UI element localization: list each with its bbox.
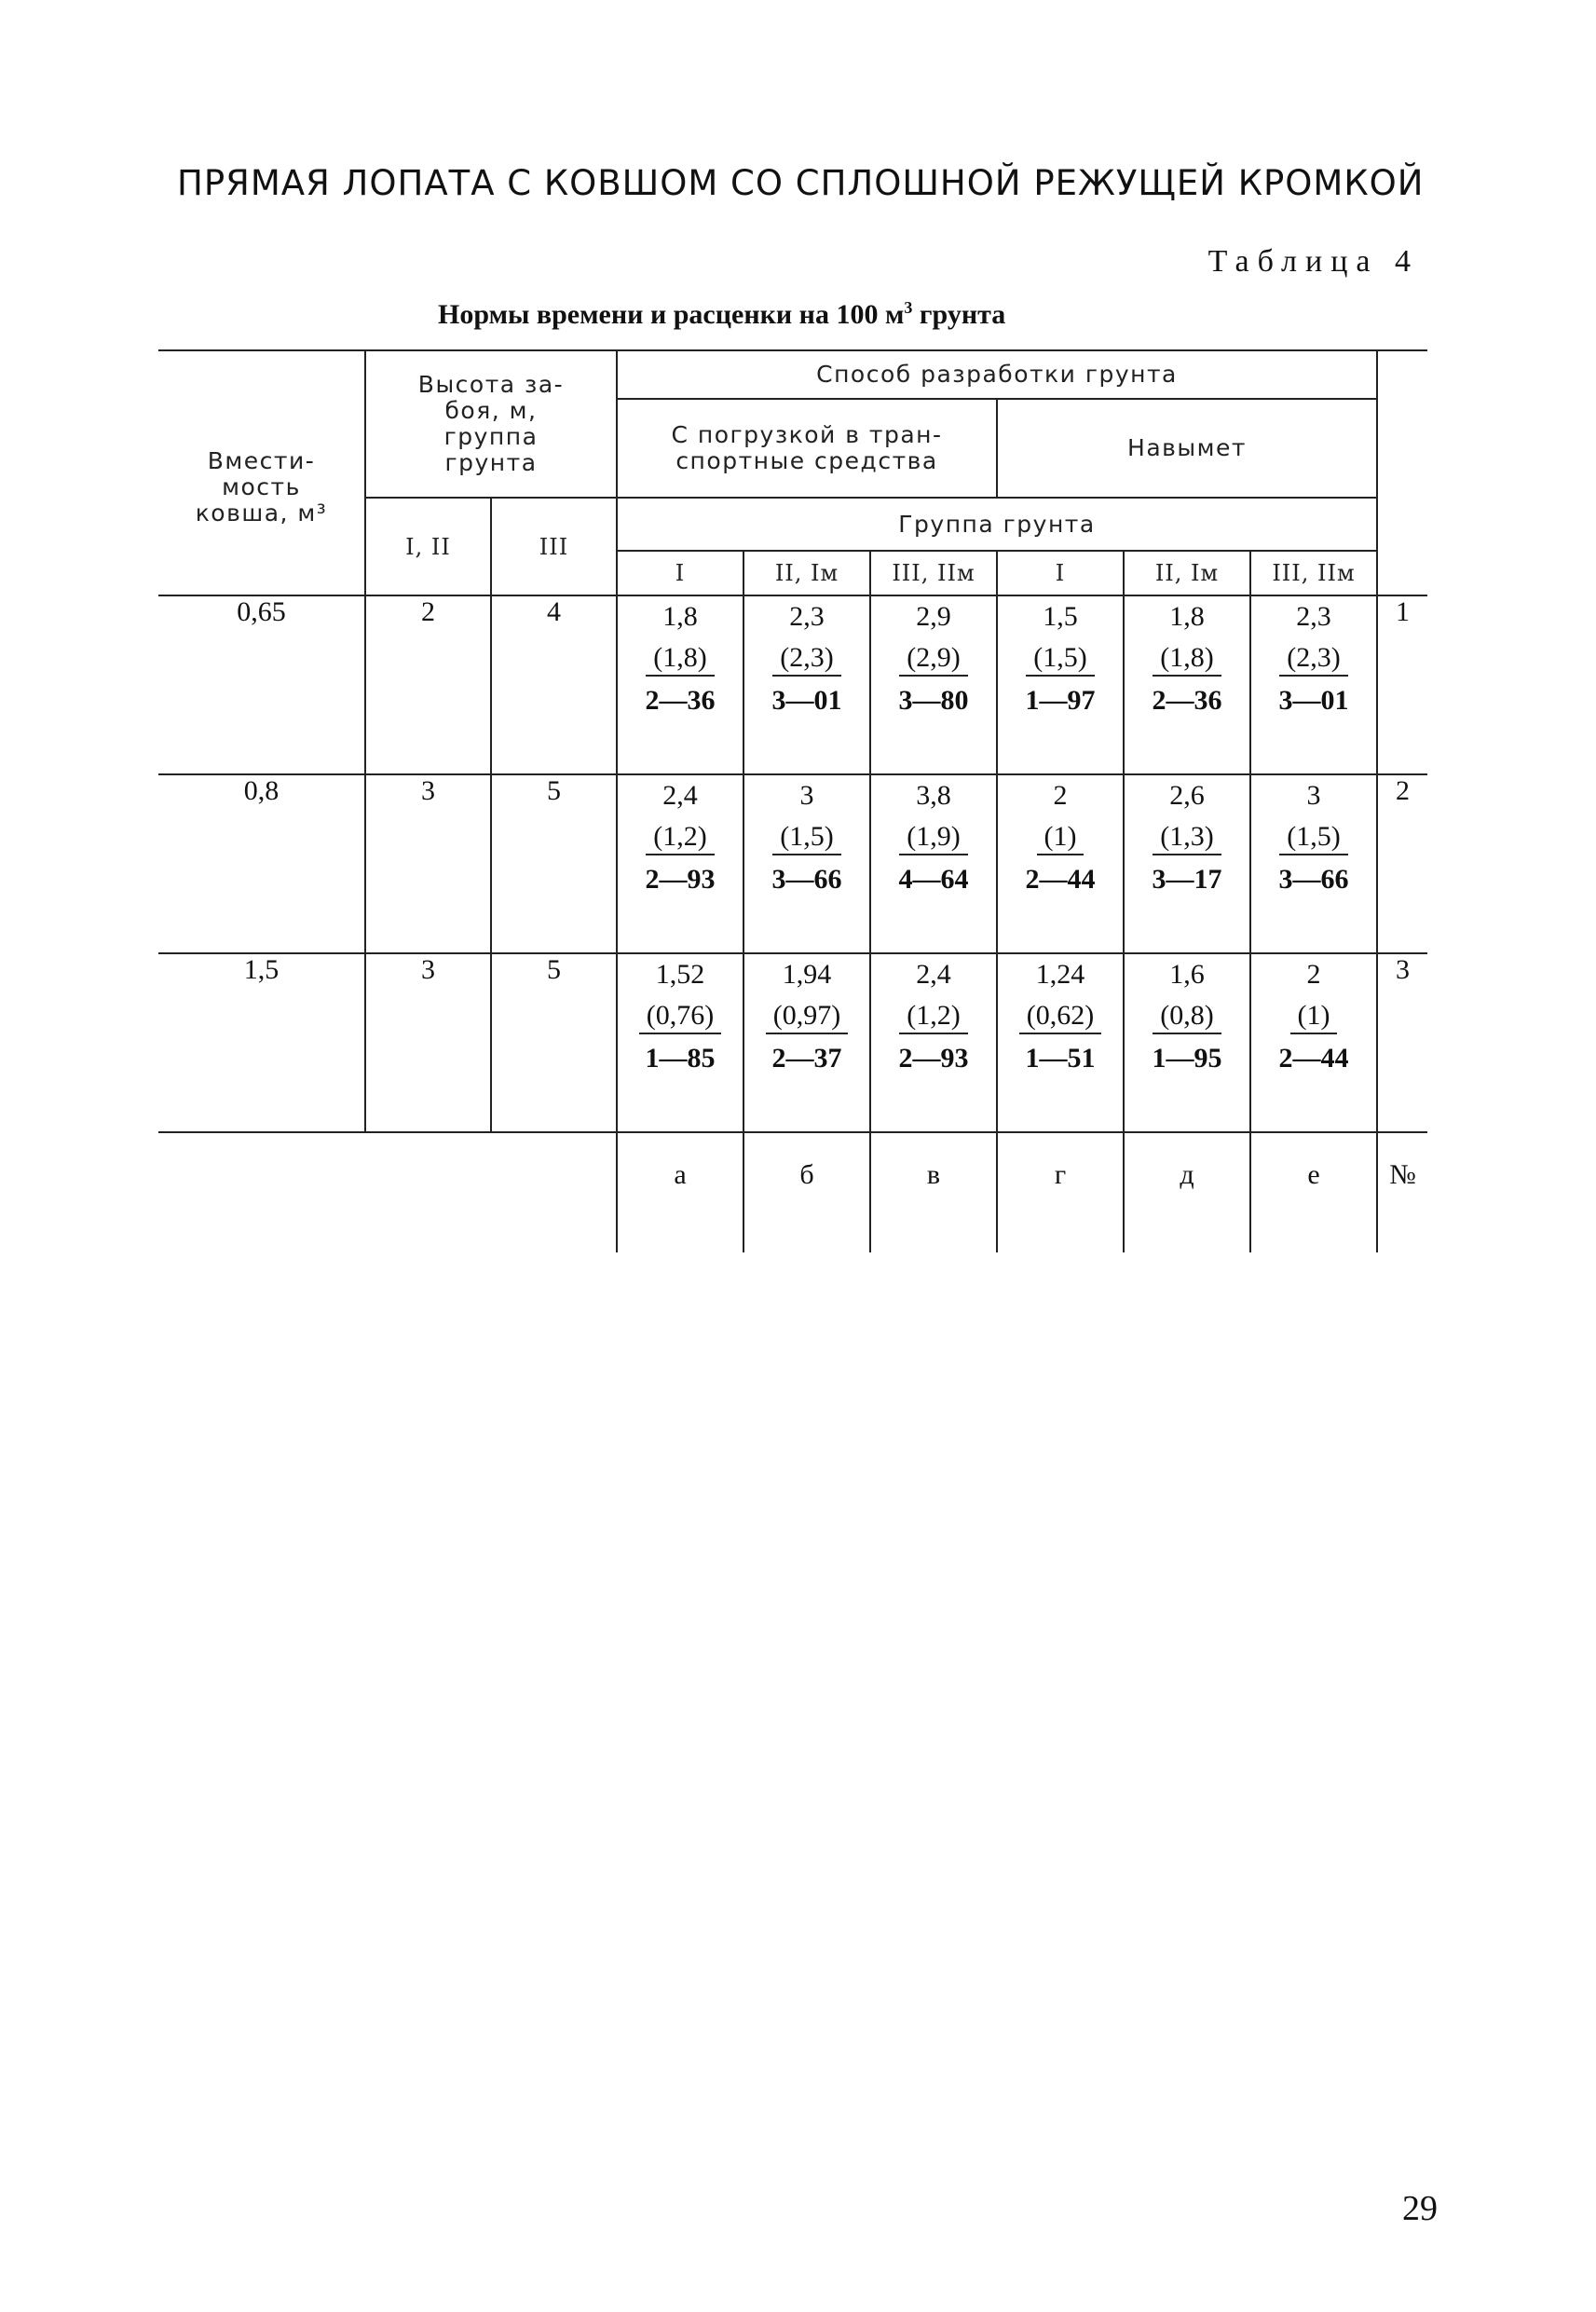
column-letter: г	[997, 1132, 1124, 1252]
caption-tail: грунта	[912, 299, 1006, 330]
norm-cell	[1250, 953, 1377, 1132]
time-norm: 2,6	[1169, 780, 1205, 811]
header-face-height	[365, 350, 617, 498]
time-norm: 1,94	[782, 959, 832, 990]
row-capacity: 1,5	[158, 953, 365, 1132]
time-norm: 1,6	[1169, 959, 1205, 990]
header-group-3: III, IIм	[870, 551, 997, 595]
rate-value: 1—85	[645, 1043, 716, 1074]
time-norm-alt: (0,8)	[1153, 999, 1221, 1034]
row-height-2: 5	[491, 774, 617, 953]
time-norm: 1,5	[1043, 601, 1078, 632]
time-norm: 1,52	[655, 959, 705, 990]
norm-cell	[997, 774, 1124, 953]
time-norm-alt: (1)	[1037, 820, 1084, 855]
rate-value: 1—51	[1025, 1043, 1096, 1074]
time-norm-alt: (1,9)	[899, 820, 967, 855]
table-row	[158, 953, 1427, 1132]
time-norm-alt: (0,97)	[766, 999, 848, 1034]
page-number: 29	[1402, 2189, 1438, 2228]
header-face-group-2: III	[491, 498, 617, 595]
rate-value: 1—95	[1152, 1043, 1222, 1074]
time-norm-alt: (1,8)	[1153, 641, 1221, 677]
header-method: Способ разработки грунта	[617, 350, 1377, 399]
norm-cell	[1124, 774, 1250, 953]
table-row	[158, 595, 1427, 774]
letters-blank	[158, 1132, 617, 1252]
norm-cell	[1124, 953, 1250, 1132]
row-number: 1	[1377, 595, 1427, 774]
time-norm-alt: (2,3)	[772, 641, 840, 677]
time-norm-alt: (2,9)	[899, 641, 967, 677]
time-norm-alt: (1,3)	[1153, 820, 1221, 855]
row-capacity: 0,8	[158, 774, 365, 953]
rate-value: 3—01	[1278, 685, 1349, 716]
row-height-2: 4	[491, 595, 617, 774]
header-group-1: I	[617, 551, 743, 595]
header-group-5: II, Iм	[1124, 551, 1250, 595]
column-letter: д	[1124, 1132, 1250, 1252]
rate-value: 3—66	[1278, 864, 1349, 895]
time-norm-alt: (0,62)	[1019, 999, 1101, 1034]
norm-cell	[870, 774, 997, 953]
rate-value: 3—80	[898, 685, 969, 716]
time-norm: 2	[1306, 959, 1321, 990]
column-letter: в	[870, 1132, 997, 1252]
row-capacity: 0,65	[158, 595, 365, 774]
row-height-1: 2	[365, 595, 491, 774]
rate-value: 3—17	[1152, 864, 1222, 895]
caption-superscript: 3	[904, 298, 913, 317]
time-norm-alt: (1)	[1290, 999, 1338, 1034]
norm-cell	[870, 595, 997, 774]
header-with-loading	[617, 399, 997, 498]
header-capacity-text: Вмести-мость ковша, м³	[195, 446, 328, 527]
norm-cell	[1124, 595, 1250, 774]
norm-cell	[617, 595, 743, 774]
header-group-4: I	[997, 551, 1124, 595]
time-norm: 2,9	[916, 601, 951, 632]
time-norm-alt: (1,2)	[646, 820, 714, 855]
table-row	[158, 774, 1427, 953]
header-soil-group: Группа грунта	[617, 498, 1377, 551]
norm-cell	[743, 595, 870, 774]
time-norm: 1,8	[662, 601, 698, 632]
rate-value: 3—01	[771, 685, 842, 716]
table-caption	[438, 298, 1005, 331]
row-height-1: 3	[365, 953, 491, 1132]
rate-value: 3—66	[771, 864, 842, 895]
column-letter: а	[617, 1132, 743, 1252]
rate-value: 4—64	[898, 864, 969, 895]
norm-cell	[997, 595, 1124, 774]
rate-value: 2—36	[645, 685, 716, 716]
rate-value: 2—44	[1025, 864, 1096, 895]
rate-value: 2—37	[771, 1043, 842, 1074]
column-letter: б	[743, 1132, 870, 1252]
norm-cell	[743, 953, 870, 1132]
norm-cell	[870, 953, 997, 1132]
time-norm: 2,3	[789, 601, 825, 632]
time-norm-alt: (1,5)	[1279, 820, 1347, 855]
rate-value: 2—36	[1152, 685, 1222, 716]
norm-cell	[1250, 595, 1377, 774]
row-number: 3	[1377, 953, 1427, 1132]
time-norm: 2,3	[1296, 601, 1331, 632]
norms-table	[158, 349, 1427, 1252]
time-norm-alt: (2,3)	[1279, 641, 1347, 677]
time-norm: 2	[1053, 780, 1068, 811]
header-group-6: III, IIм	[1250, 551, 1377, 595]
time-norm: 3	[799, 780, 814, 811]
table-number: Таблица 4	[1207, 244, 1419, 279]
time-norm: 3	[1306, 780, 1321, 811]
header-num-blank	[1377, 350, 1427, 595]
page-heading: ПРЯМАЯ ЛОПАТА С КОВШОМ СО СПЛОШНОЙ РЕЖУЩЕЙ КРОМКОЙ	[177, 163, 1425, 203]
time-norm-alt: (1,5)	[1026, 641, 1094, 677]
time-norm-alt: (1,5)	[772, 820, 840, 855]
row-number: 2	[1377, 774, 1427, 953]
norm-cell	[743, 774, 870, 953]
rate-value: 2—93	[898, 1043, 969, 1074]
rate-value: 1—97	[1025, 685, 1096, 716]
time-norm-alt: (1,2)	[899, 999, 967, 1034]
time-norm-alt: (0,76)	[639, 999, 721, 1034]
header-face-group-1: I, II	[365, 498, 491, 595]
norm-cell	[997, 953, 1124, 1132]
header-face-height-text: Высота за-боя, м, группа грунта	[417, 371, 565, 476]
row-height-2: 5	[491, 953, 617, 1132]
norm-cell	[617, 774, 743, 953]
time-norm: 1,24	[1035, 959, 1085, 990]
row-height-1: 3	[365, 774, 491, 953]
rate-value: 2—93	[645, 864, 716, 895]
time-norm: 3,8	[916, 780, 951, 811]
time-norm-alt: (1,8)	[646, 641, 714, 677]
header-capacity	[158, 350, 365, 595]
header-to-dump: Навымет	[997, 399, 1377, 498]
time-norm: 2,4	[662, 780, 698, 811]
header-group-2: II, Iм	[743, 551, 870, 595]
norm-cell	[1250, 774, 1377, 953]
caption-text: Нормы времени и расценки на 100 м	[438, 299, 905, 330]
number-label: №	[1377, 1132, 1427, 1252]
column-letter: е	[1250, 1132, 1377, 1252]
time-norm: 2,4	[916, 959, 951, 990]
header-with-loading-text: С погрузкой в тран-спортные средства	[671, 421, 943, 474]
time-norm: 1,8	[1169, 601, 1205, 632]
rate-value: 2—44	[1278, 1043, 1349, 1074]
norm-cell	[617, 953, 743, 1132]
